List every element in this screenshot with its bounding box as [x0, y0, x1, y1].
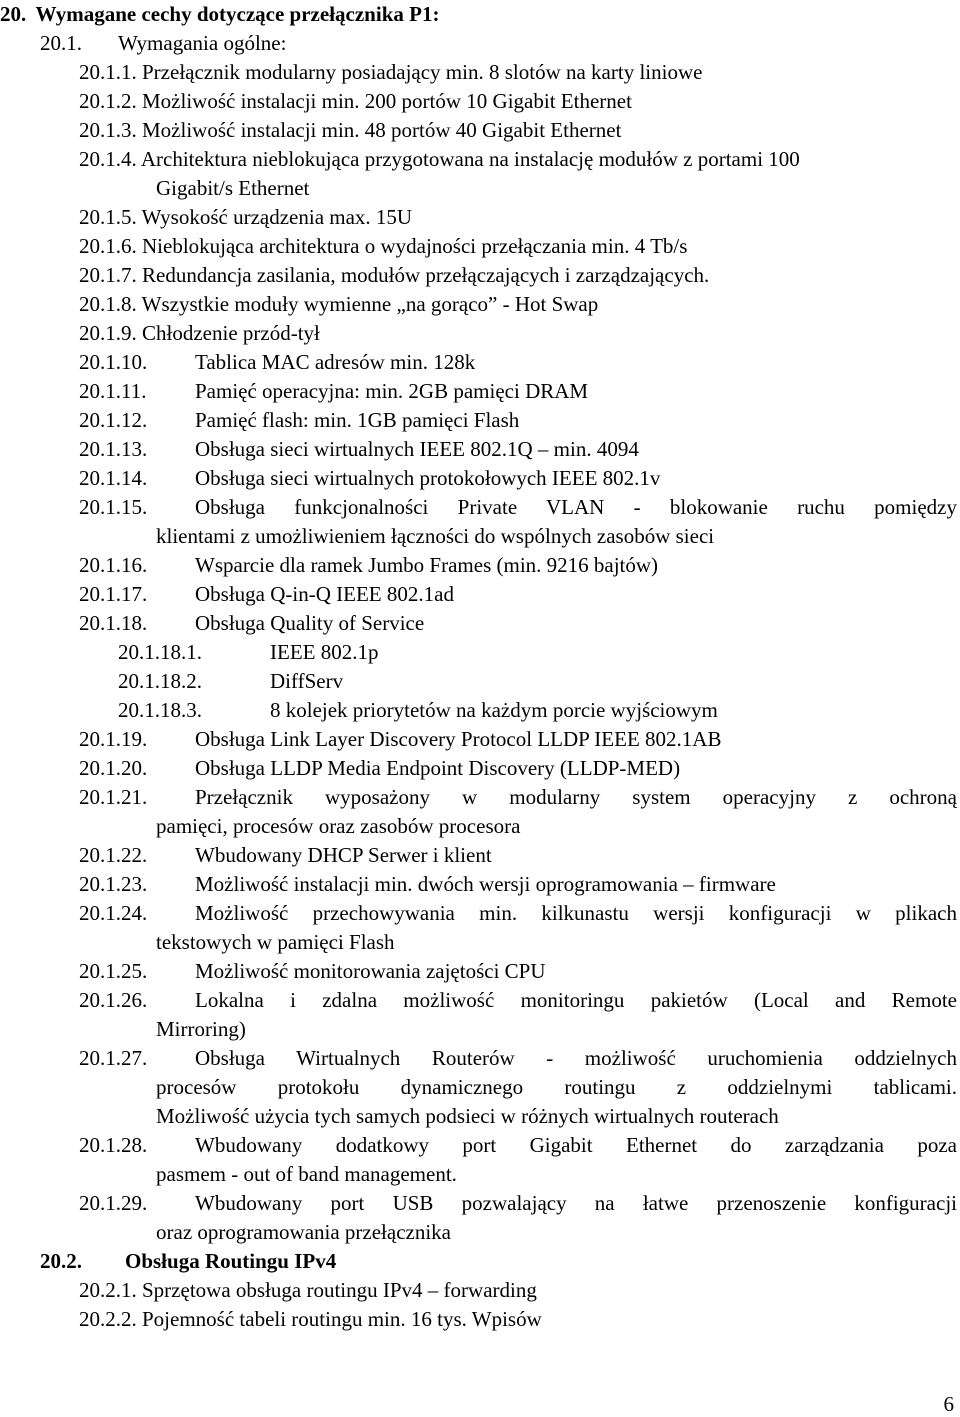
- item-text: Obsługa LLDP Media Endpoint Discovery (LLDP-MED): [195, 756, 681, 780]
- item-text: Wbudowany dodatkowy port Gigabit Ethernet do zarządzania poza: [195, 1133, 957, 1157]
- item-text: Nieblokująca architektura o wydajności przełączania min. 4 Tb/s: [142, 234, 688, 258]
- item-number: 20.1.16.: [79, 553, 148, 577]
- item-number: 20.1.12.: [79, 408, 148, 432]
- list-item: [79, 261, 709, 290]
- item-number: 20.1.7.: [79, 263, 137, 287]
- item-text: Wbudowany DHCP Serwer i klient: [195, 843, 492, 867]
- item-number: 20.1.26.: [79, 988, 148, 1012]
- item-text: Pojemność tabeli routingu min. 16 tys. Wpisów: [142, 1307, 542, 1331]
- item-number: 20.1.23.: [79, 872, 148, 896]
- item-text: Tablica MAC adresów min. 128k: [195, 350, 476, 374]
- item-text: Wsparcie dla ramek Jumbo Frames (min. 9216 bajtów): [195, 553, 659, 577]
- item-number: 20.1.20.: [79, 756, 148, 780]
- item-text-continuation: Gigabit/s Ethernet: [156, 176, 310, 200]
- section-number: 20.: [0, 2, 27, 26]
- item-text: Możliwość instalacji min. dwóch wersji oprogramowania – firmware: [195, 872, 776, 896]
- item-text-continuation: pasmem - out of band management.: [156, 1162, 457, 1186]
- item-number: 20.1.28.: [79, 1133, 148, 1157]
- item-text: Sprzętowa obsługa routingu IPv4 – forwarding: [142, 1278, 537, 1302]
- item-text-continuation: procesów protokołu dynamicznego routingu z oddzielnymi tablicami.: [156, 1075, 957, 1099]
- item-text: Możliwość instalacji min. 48 portów 40 Gigabit Ethernet: [142, 118, 622, 142]
- item-text: Obsługa Wirtualnych Routerów - możliwość uruchomienia oddzielnych: [195, 1046, 957, 1070]
- item-number: 20.1.15.: [79, 495, 148, 519]
- item-text: Pamięć flash: min. 1GB pamięci Flash: [195, 408, 520, 432]
- item-text: Możliwość przechowywania min. kilkunastu wersji konfiguracji w plikach: [195, 901, 957, 925]
- item-number: 20.1.27.: [79, 1046, 148, 1070]
- item-text: Wszystkie moduły wymienne „na gorąco” - Hot Swap: [141, 292, 599, 316]
- item-number: 20.1.29.: [79, 1191, 148, 1215]
- item-text-continuation: Możliwość użycia tych samych podsieci w różnych wirtualnych routerach: [156, 1104, 779, 1128]
- item-number: 20.1.18.: [79, 611, 148, 635]
- list-item: [79, 145, 800, 174]
- item-number: 20.1.10.: [79, 350, 148, 374]
- item-number: 20.1.18.3.: [118, 698, 202, 722]
- item-number: 20.1.11.: [79, 379, 147, 403]
- item-text: Obsługa Link Layer Discovery Protocol LLDP IEEE 802.1AB: [195, 727, 722, 751]
- item-text: Wysokość urządzenia max. 15U: [141, 205, 413, 229]
- list-item: [79, 1276, 537, 1305]
- list-item: [79, 1305, 542, 1334]
- item-text: Redundancja zasilania, modułów przełączających i zarządzających.: [142, 263, 710, 287]
- item-text: Przełącznik wyposażony w modularny system operacyjny z ochroną: [195, 785, 957, 809]
- list-item: [79, 87, 632, 116]
- page-number: 6: [943, 1392, 954, 1416]
- item-number: 20.2.1.: [79, 1278, 137, 1302]
- subsection-number: 20.2.: [40, 1249, 82, 1273]
- item-number: 20.1.6.: [79, 234, 137, 258]
- item-text: Lokalna i zdalna możliwość monitoringu pakietów (Local and Remote: [195, 988, 957, 1012]
- list-item: [79, 319, 320, 348]
- item-text-continuation: Mirroring): [156, 1017, 246, 1041]
- list-item: [79, 290, 598, 319]
- item-number: 20.1.4.: [79, 147, 137, 171]
- item-text: Architektura nieblokująca przygotowana na instalację modułów z portami 100: [140, 147, 800, 171]
- list-item: [79, 232, 687, 261]
- item-text: Obsługa funkcjonalności Private VLAN - blokowanie ruchu pomiędzy: [195, 495, 957, 519]
- item-text: Pamięć operacyjna: min. 2GB pamięci DRAM: [195, 379, 589, 403]
- item-number: 20.2.2.: [79, 1307, 137, 1331]
- item-text: DiffServ: [270, 669, 344, 693]
- item-number: 20.1.19.: [79, 727, 148, 751]
- list-item: [79, 116, 621, 145]
- item-number: 20.1.22.: [79, 843, 148, 867]
- section-heading: [0, 0, 439, 29]
- item-text: Możliwość instalacji min. 200 portów 10 Gigabit Ethernet: [142, 89, 632, 113]
- item-text: Wbudowany port USB pozwalający na łatwe przenoszenie konfiguracji: [195, 1191, 957, 1215]
- item-text: Obsługa sieci wirtualnych IEEE 802.1Q – min. 4094: [195, 437, 639, 461]
- item-text-continuation: oraz oprogramowania przełącznika: [156, 1220, 452, 1244]
- item-number: 20.1.5.: [79, 205, 137, 229]
- item-number: 20.1.14.: [79, 466, 148, 490]
- item-text: Obsługa Q-in-Q IEEE 802.1ad: [195, 582, 454, 606]
- item-number: 20.1.2.: [79, 89, 137, 113]
- item-number: 20.1.21.: [79, 785, 148, 809]
- item-text: Przełącznik modularny posiadający min. 8 slotów na karty liniowe: [142, 60, 703, 84]
- item-number: 20.1.17.: [79, 582, 148, 606]
- item-number: 20.1.24.: [79, 901, 148, 925]
- item-text: Obsługa Quality of Service: [195, 611, 425, 635]
- item-number: 20.1.18.2.: [118, 669, 202, 693]
- item-text: IEEE 802.1p: [270, 640, 379, 664]
- item-number: 20.1.13.: [79, 437, 148, 461]
- item-number: 20.1.3.: [79, 118, 137, 142]
- list-item: [79, 58, 702, 87]
- item-text: 8 kolejek priorytetów na każdym porcie wyjściowym: [270, 698, 718, 722]
- list-item: [79, 203, 412, 232]
- subsection-title: Obsługa Routingu IPv4: [125, 1249, 337, 1273]
- item-number: 20.1.8.: [79, 292, 137, 316]
- item-number: 20.1.25.: [79, 959, 148, 983]
- item-text: Chłodzenie przód-tył: [142, 321, 320, 345]
- item-text-continuation: klientami z umożliwieniem łączności do wspólnych zasobów sieci: [156, 524, 715, 548]
- subsection-number: 20.1.: [40, 31, 82, 55]
- item-number: 20.1.1.: [79, 60, 137, 84]
- item-number: 20.1.9.: [79, 321, 137, 345]
- item-text-continuation: tekstowych w pamięci Flash: [156, 930, 395, 954]
- item-text: Obsługa sieci wirtualnych protokołowych IEEE 802.1v: [195, 466, 661, 490]
- section-title: Wymagane cechy dotyczące przełącznika P1:: [35, 2, 440, 26]
- subsection-title: Wymagania ogólne:: [118, 31, 287, 55]
- item-text: Możliwość monitorowania zajętości CPU: [195, 959, 546, 983]
- item-number: 20.1.18.1.: [118, 640, 202, 664]
- item-text-continuation: pamięci, procesów oraz zasobów procesora: [156, 814, 521, 838]
